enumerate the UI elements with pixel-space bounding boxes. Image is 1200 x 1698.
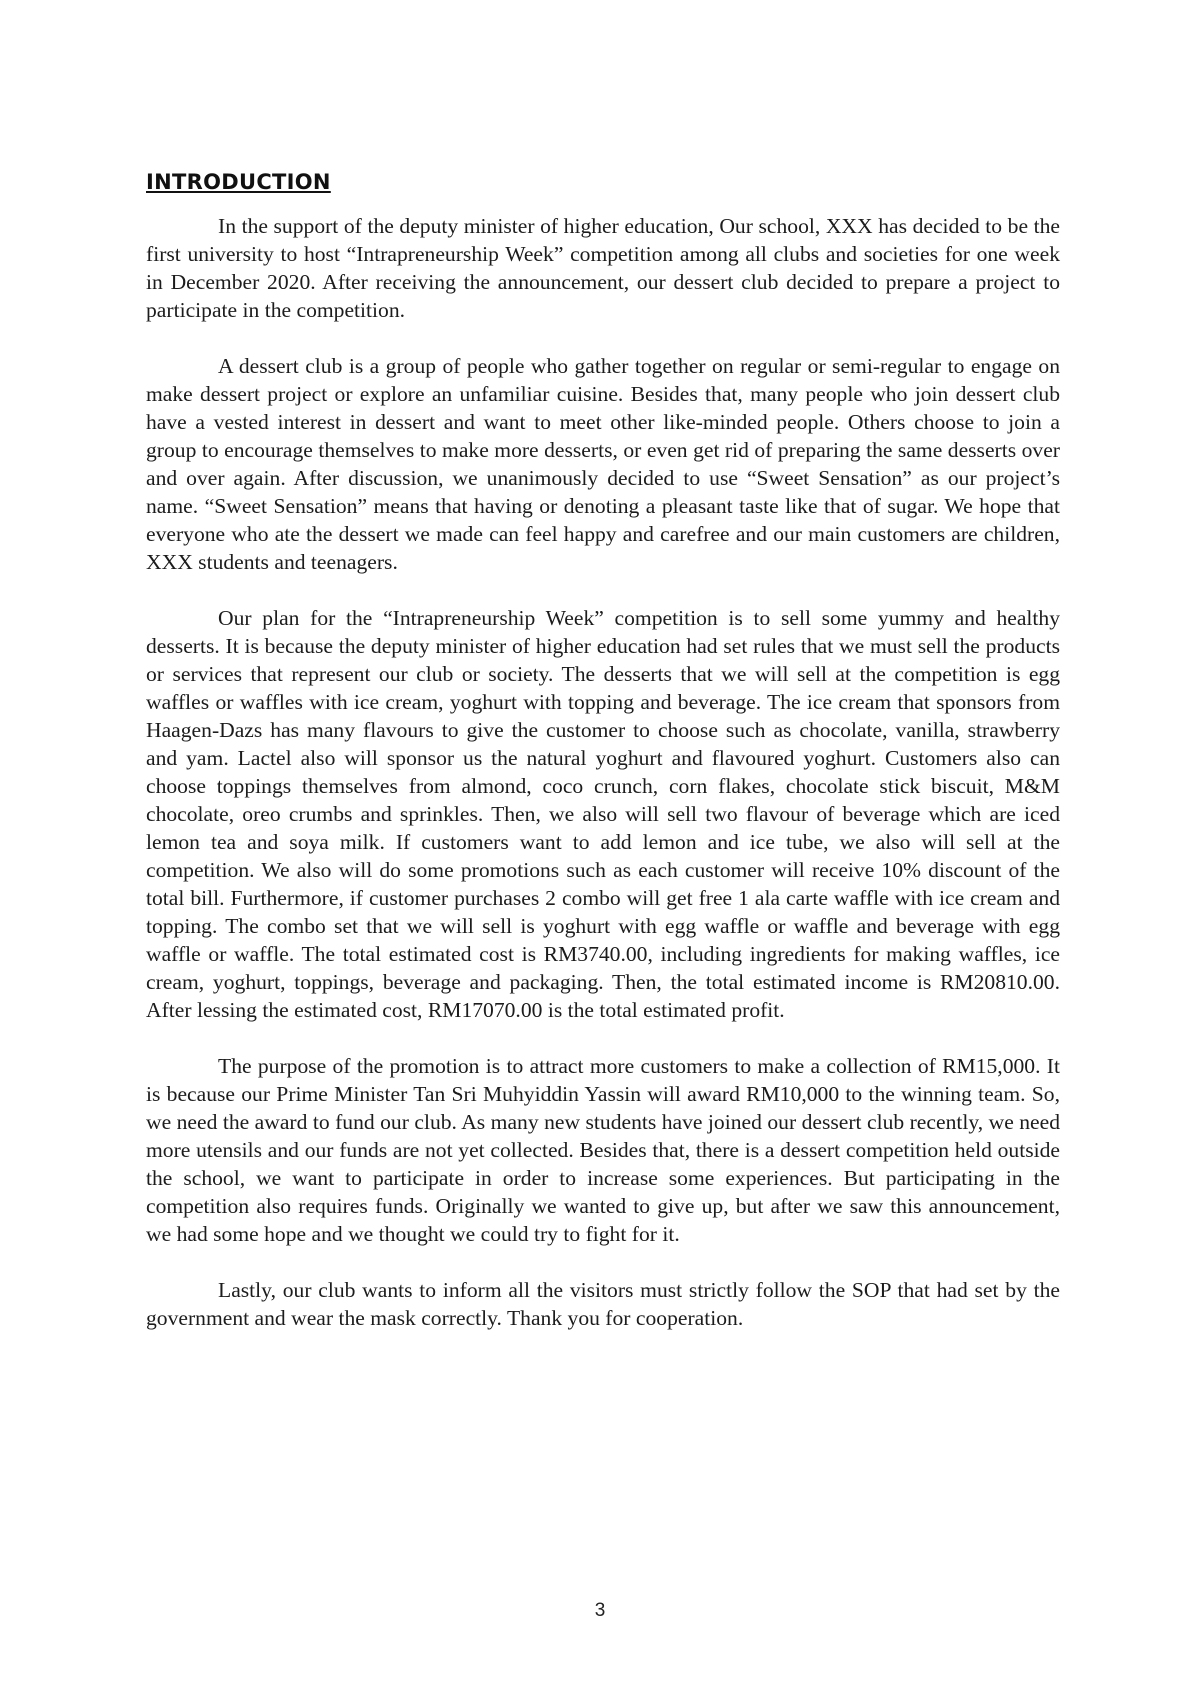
paragraph-purpose: The purpose of the promotion is to attract more customers to make a collection of RM15,000. It is because our Prime Minister Tan Sri Muhyiddin Yassin will award RM10,000 to the winning team. So, we need the award to fund our club. As many new students have joined our dessert club recently, we need more utensils and our funds are not yet collected. Besides that, there is a dessert competition held outside the school, we want to participate in order to increase some experiences. But participating in the competition also requires funds. Originally we wanted to give up, but after we saw this announcement, we had some hope and we thought we could try to fight for it. <box>146 1054 1060 1246</box>
section-heading: INTRODUCTION <box>146 170 331 194</box>
paragraph-closing: Lastly, our club wants to inform all the visitors must strictly follow the SOP that had set by the government and wear the mask correctly. Thank you for cooperation. <box>146 1278 1060 1330</box>
document-body <box>146 170 1060 1360</box>
page-number: 3 <box>594 1600 606 1621</box>
paragraph-plan: Our plan for the “Intrapreneurship Week” competition is to sell some yummy and healthy desserts. It is because the deputy minister of higher education had set rules that we must sell the products or services that represent our club or society. The desserts that we will sell at the competition is egg waffles or waffles with ice cream, yoghurt with topping and beverage. The ice cream that sponsors from Haagen-Dazs has many flavours to give the customer to choose such as chocolate, vanilla, strawberry and yam. Lactel also will sponsor us the natural yoghurt and flavoured yoghurt. Customers also can choose toppings themselves from almond, coco crunch, corn flakes, chocolate stick biscuit, M&M chocolate, oreo crumbs and sprinkles. Then, we also will sell two flavour of beverage which are iced lemon tea and soya milk. If customers want to add lemon and ice tube, we also will sell at the competition. We also will do some promotions such as each customer will receive 10% discount of the total bill. Furthermore, if customer purchases 2 combo will get free 1 ala carte waffle with ice cream and topping. The combo set that we will sell is yoghurt with egg waffle or waffle and beverage with egg waffle or waffle. The total estimated cost is RM3740.00, including ingredients for making waffles, ice cream, yoghurt, toppings, beverage and packaging. Then, the total estimated income is RM20810.00. After lessing the estimated cost, RM17070.00 is the total estimated profit. <box>146 606 1060 1022</box>
paragraph-intro: In the support of the deputy minister of higher education, Our school, XXX has decided to be the first university to host “Intrapreneurship Week” competition among all clubs and societies for one week in December 2020. After receiving the announcement, our dessert club decided to prepare a project to participate in the competition. <box>146 214 1060 322</box>
paragraph-club-description: A dessert club is a group of people who gather together on regular or semi-regular to engage on make dessert project or explore an unfamiliar cuisine. Besides that, many people who join dessert club have a vested interest in dessert and want to meet other like-minded people. Others choose to join a group to encourage themselves to make more desserts, or even get rid of preparing the same desserts over and over again. After discussion, we unanimously decided to use “Sweet Sensation” as our project’s name. “Sweet Sensation” means that having or denoting a pleasant taste like that of sugar. We hope that everyone who ate the dessert we made can feel happy and carefree and our main customers are children, XXX students and teenagers. <box>146 354 1060 574</box>
